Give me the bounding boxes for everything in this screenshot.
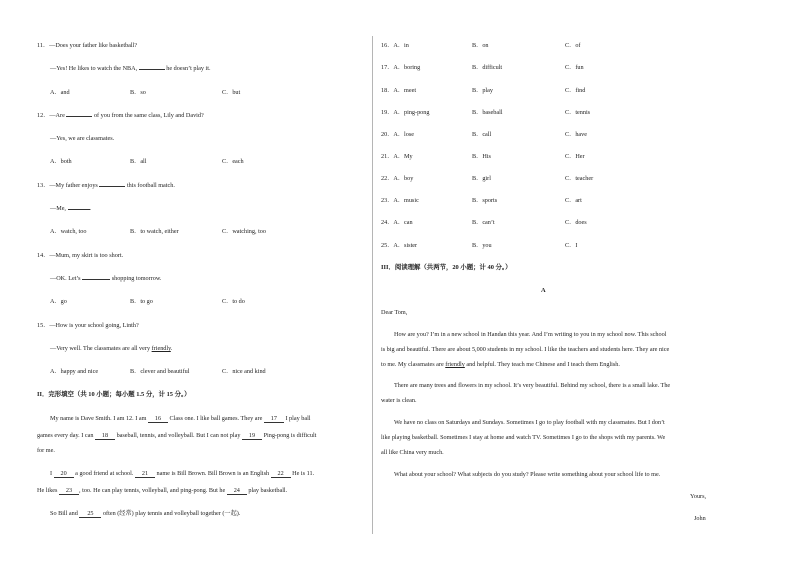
cloze-line-5: He likes 23 , too. He can play tennis, volleyball, and ping-pong. But he 24 play basketball. — [37, 487, 288, 494]
letter-p3-line3: all like China very much. — [381, 449, 444, 456]
section-3-title: III．阅读理解（共两节，20 小题；计 40 分。） — [381, 264, 512, 271]
section-2-title: II．完形填空（共 10 小题；每小题 1.5 分，计 15 分。） — [37, 391, 191, 398]
q13-stem: 13．—My father enjoys this football match. — [37, 182, 175, 189]
q18-option-a: 18．A．meet — [381, 87, 417, 94]
cloze-line-3: for me. — [37, 447, 55, 454]
q13-line2: —Me, . — [50, 205, 92, 212]
cloze-blank-24[interactable]: 24 — [227, 487, 247, 495]
cloze-blank-20[interactable]: 20 — [54, 470, 74, 478]
q14-option-a: A．go — [50, 298, 67, 305]
letter-closing: Yours, — [690, 493, 707, 500]
cloze-line-1: My name is Dave Smith. I am 12. I am 16 Class one. I like ball games. They are 17 I play ball — [50, 415, 311, 422]
cloze-blank-21[interactable]: 21 — [135, 470, 155, 478]
q15-stem: 15．—How is your school going, Linth? — [37, 322, 139, 329]
q12-option-b: B．all — [130, 158, 147, 165]
q14-line2: —OK. Let’s shopping tomorrow. — [50, 275, 162, 282]
cloze-blank-25[interactable]: 25 — [79, 510, 101, 518]
q13-option-c: C．watching, too — [222, 228, 266, 235]
q14-blank[interactable] — [82, 279, 110, 280]
q24-option-c: C．does — [565, 219, 587, 226]
q16-option-c: C．of — [565, 42, 581, 49]
q19-option-c: C．tennis — [565, 109, 591, 116]
q16-option-a: 16．A．in — [381, 42, 409, 49]
q15-option-a: A．happy and nice — [50, 368, 99, 375]
q11-blank[interactable] — [139, 69, 165, 70]
q16-option-b: B．on — [472, 42, 489, 49]
q15-line2: —Very well. The classmates are all very friendly. — [50, 345, 173, 352]
column-divider — [372, 36, 373, 534]
q25-option-c: C．I — [565, 242, 578, 249]
q24-option-b: B．can’t — [472, 219, 495, 226]
letter-p3-line1: We have no class on Saturdays and Sundays. Sometimes I go to play football with my classmates. But I don’t — [394, 419, 665, 426]
q14-option-c: C．to do — [222, 298, 245, 305]
q13-option-b: B．to watch, either — [130, 228, 179, 235]
letter-p2-line1: There are many trees and flowers in my school. It’s very beautiful. Behind my school, there is a small lake. The — [394, 382, 671, 389]
q18-option-c: C．find — [565, 87, 586, 94]
cloze-blank-22[interactable]: 22 — [271, 470, 291, 478]
q13-blank[interactable] — [99, 186, 125, 187]
cloze-line-4: I 20 a good friend at school. 21 name is Bill Brown. Bill Brown is an English 22 He is 11. — [50, 470, 315, 477]
letter-signature: John — [694, 515, 706, 522]
q20-option-a: 20．A．lose — [381, 131, 414, 138]
q12-blank[interactable] — [66, 116, 92, 117]
q14-option-b: B．to go — [130, 298, 153, 305]
q21-option-b: B．His — [472, 153, 491, 160]
q11-option-b: B．so — [130, 89, 146, 96]
cloze-blank-18[interactable]: 18 — [95, 432, 115, 440]
letter-greeting: Dear Tom, — [381, 309, 408, 316]
q17-option-a: 17．A．boring — [381, 64, 421, 71]
q15-option-b: B．clever and beautiful — [130, 368, 190, 375]
q22-option-b: B．girl — [472, 175, 491, 182]
cloze-blank-19[interactable]: 19 — [242, 432, 262, 440]
q23-option-b: B．sports — [472, 197, 498, 204]
q12-option-a: A．both — [50, 158, 72, 165]
cloze-blank-17[interactable]: 17 — [264, 415, 284, 423]
cloze-blank-16[interactable]: 16 — [148, 415, 168, 423]
cloze-blank-23[interactable]: 23 — [59, 487, 79, 495]
letter-p4-line1: What about your school? What subjects do you study? Please write something about your school life to me. — [394, 471, 661, 478]
q13-blank-2[interactable] — [68, 209, 90, 210]
q20-option-b: B．call — [472, 131, 492, 138]
q24-option-a: 24．A．can — [381, 219, 413, 226]
q12-option-c: C．each — [222, 158, 244, 165]
q15-underlined-word: friendly — [151, 345, 171, 352]
q12-stem: 12．—Are of you from the same class, Lily and David? — [37, 112, 204, 119]
letter-p3-line2: like playing basketball. Sometimes I stay at home and watch TV. Sometimes I go to the shops with my parents. We — [381, 434, 666, 441]
q25-option-b: B．you — [472, 242, 492, 249]
q15-option-c: C．nice and kind — [222, 368, 266, 375]
q17-option-b: B．difficult — [472, 64, 503, 71]
passage-label: A — [541, 287, 546, 294]
q11-stem: 11．—Does your father like basketball? — [37, 42, 138, 49]
cloze-line-2: games every day. I can 18 baseball, tennis, and volleyball. But I can not play 19 Ping-pong is difficult — [37, 432, 317, 439]
q11-option-c: C．but — [222, 89, 241, 96]
q12-line2: —Yes, we are classmates. — [50, 135, 115, 142]
q21-option-a: 21．A．My — [381, 153, 413, 160]
q13-option-a: A．watch, too — [50, 228, 87, 235]
q22-option-a: 22．A．boy — [381, 175, 414, 182]
q25-option-a: 25．A．sister — [381, 242, 418, 249]
q23-option-c: C．art — [565, 197, 582, 204]
letter-p1-line1: How are you? I’m in a new school in Handan this year. And I’m writing to you in my school now. This school — [394, 331, 667, 338]
q19-option-a: 19．A．ping-pong — [381, 109, 430, 116]
q17-option-c: C．fun — [565, 64, 584, 71]
cloze-line-6: So Bill and 25 often (经常) play tennis and volleyball together (一起). — [50, 510, 241, 517]
letter-p1-line2: is big and beautiful. There are about 5,000 students in my school. I like the teachers and students here. They are nice — [381, 346, 670, 353]
q14-stem: 14．—Mum, my skirt is too short. — [37, 252, 124, 259]
q11-line2: —Yes! He likes to watch the NBA, he doesn’t play it. — [50, 65, 211, 72]
q18-option-b: B．play — [472, 87, 493, 94]
letter-p1-line3: to me. My classmates are friendly and helpful. They teach me Chinese and I teach them English. — [381, 361, 620, 368]
letter-p2-line2: water is clean. — [381, 397, 417, 404]
letter-underlined-word: friendly — [445, 361, 465, 368]
q23-option-a: 23．A．music — [381, 197, 419, 204]
q21-option-c: C．Her — [565, 153, 585, 160]
q19-option-b: B．baseball — [472, 109, 503, 116]
q22-option-c: C．teacher — [565, 175, 594, 182]
q11-option-a: A．and — [50, 89, 70, 96]
q20-option-c: C．have — [565, 131, 587, 138]
